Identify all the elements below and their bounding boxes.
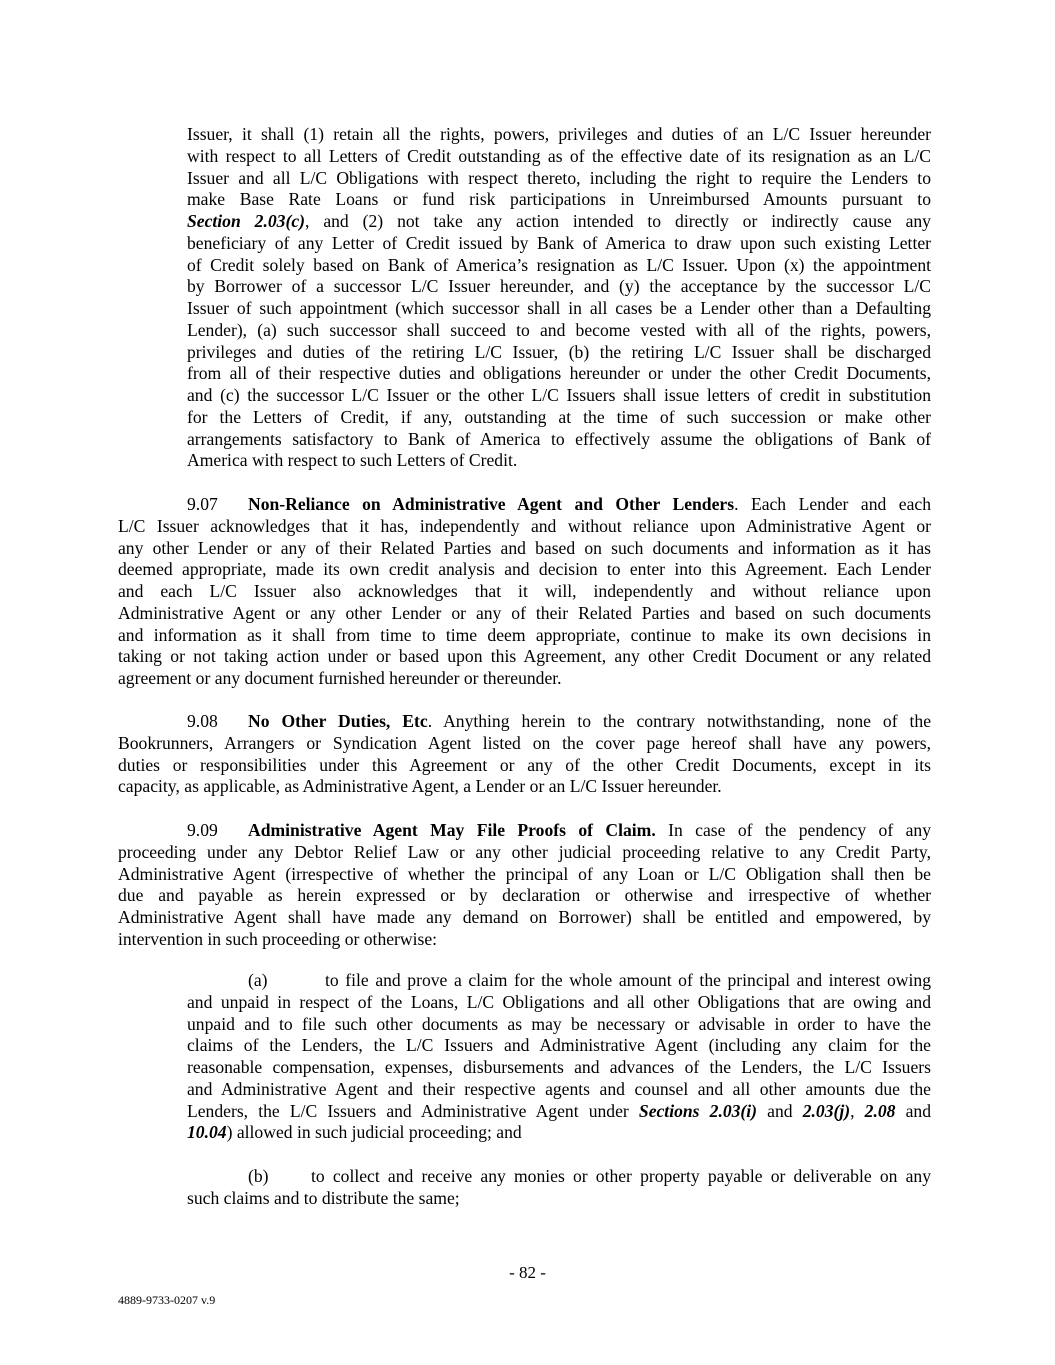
text-line [118,603,931,625]
section-reference: 10.04 [187,1122,227,1143]
text-line [118,494,931,516]
text-run: make Base Rate Loans or fund risk participations in Unreimbursed Amounts pursuant to [187,189,931,210]
text-line [187,233,931,255]
paragraph-clause-a [187,970,931,1144]
text-line [187,1035,931,1057]
text-run: Administrative Agent or any other Lender or any of their Related Parties and based on such documents [118,602,931,623]
text-line [187,992,931,1014]
text-run: and unpaid in respect of the Loans, L/C Obligations and all other Obligations that are owing and [187,991,931,1012]
text-run: In case of the pendency of any [655,820,931,840]
text-line [118,864,931,886]
text-run: L/C Issuer acknowledges that it has, independently and without reliance upon Administrative Agent or [118,515,931,536]
section-reference: 2.08 [864,1100,896,1121]
text-run: Bookrunners, Arrangers or Syndication Agent listed on the cover page hereof shall have any powers, [118,732,931,753]
text-line [187,189,931,211]
text-run: Administrative Agent shall have made any demand on Borrower) shall be entitled and empowered, by [118,907,931,927]
text-run: by Borrower of a successor L/C Issuer hereunder, and (y) the acceptance by the successor L/C [187,276,931,297]
text-run: any other Lender or any of their Related Parties and based on such documents and information as it has [118,537,931,558]
section-number: (b) [248,1166,269,1186]
text-line [187,1057,931,1079]
text-run: Lender), (a) such successor shall succeed to and become vested with all of the rights, powers, [187,319,931,340]
text-line [187,211,931,233]
text-line [187,1101,931,1123]
text-line [187,407,931,429]
text-line [187,168,931,190]
text-line [118,820,931,842]
paragraph-section-9-07 [118,494,931,690]
text-line [118,842,931,864]
text-run: arrangements satisfactory to Bank of America to effectively assume the obligations of Bank of [187,428,931,449]
text-run: unpaid and to file such other documents as may be necessary or advisable in order to have the [187,1013,931,1034]
text-run: and (c) the successor L/C Issuer or the other L/C Issuers shall issue letters of credit in substitution [187,385,931,405]
text-run: with respect to all Letters of Credit outstanding as of the effective date of its resignation as an L/C [187,145,931,166]
text-run: claims of the Lenders, the L/C Issuers and Administrative Agent (including any claim for the [187,1035,931,1056]
text-line [118,538,931,560]
text-run: and information as it shall from time to time deem appropriate, continue to make its own decisions in [118,624,931,645]
text-run: such claims and to distribute the same; [187,1187,460,1208]
text-line [187,298,931,320]
text-run: from all of their respective duties and obligations hereunder or under the other Credit Documents, [187,363,931,384]
text-line [187,429,931,451]
text-run: Lenders, the L/C Issuers and Administrative Agent under [187,1100,639,1121]
text-run: and [895,1100,931,1121]
text-run: taking or not taking action under or based upon this Agreement, any other Credit Document or any related [118,646,931,667]
section-number: 9.08 [187,711,218,731]
text-line [118,516,931,538]
text-line [187,1079,931,1101]
text-line [187,276,931,298]
text-line [118,711,931,733]
text-run: and Administrative Agent and their respective agents and counsel and all other amounts due the [187,1078,931,1099]
text-line [118,755,931,777]
section-heading: No Other Duties, Etc [248,711,428,731]
text-run: America with respect to such Letters of Credit. [187,450,518,471]
text-line [118,581,931,603]
text-run: . Each Lender and each [734,494,931,514]
text-run: to file and prove a claim for the whole amount of the principal and interest owing [325,970,931,990]
section-heading: Administrative Agent May File Proofs of Claim. [248,820,656,840]
text-line [187,146,931,168]
text-line [118,559,931,581]
text-line [118,776,931,798]
page-number: - 82 - [509,1263,546,1282]
paragraph-section-9-09 [118,820,931,951]
text-run: . Anything herein to the contrary notwithstanding, none of the [427,711,932,731]
document-id: 4889-9733-0207 v.9 [118,1293,216,1307]
text-line [187,970,931,992]
text-line [118,885,931,907]
text-run: agreement or any document furnished hereunder or thereunder. [118,668,562,688]
text-line [187,1188,931,1210]
section-reference: 2.03(j) [802,1100,851,1121]
text-run: duties or responsibilities under this Agreement or any of the other Credit Documents, except in its [118,754,931,775]
text-run: capacity, as applicable, as Administrative Agent, a Lender or an L/C Issuer hereunder. [118,776,722,797]
text-line [187,124,931,146]
text-line [187,385,931,407]
section-reference: Section 2.03(c) [187,211,305,231]
text-run: deemed appropriate, made its own credit analysis and decision to enter into this Agreement. Each Lender [118,559,931,580]
text-run: of Credit solely based on Bank of America’s resignation as L/C Issuer. Upon (x) the appointment [187,254,931,275]
text-line [187,255,931,277]
paragraph-continuation [187,124,931,472]
text-run: and each L/C Issuer also acknowledges that it will, independently and without reliance upon [118,581,931,601]
section-number: (a) [248,970,268,990]
paragraph-section-9-08 [118,711,931,798]
text-run: reasonable compensation, expenses, disbursements and advances of the Lenders, the L/C Issuers [187,1057,931,1077]
text-run: Issuer of such appointment (which successor shall in all cases be a Lender other than a Defaulting [187,298,931,318]
text-run: to collect and receive any monies or other property payable or deliverable on any [311,1166,931,1186]
text-line [187,1122,931,1144]
text-line [187,1166,931,1188]
paragraph-clause-b [187,1166,931,1210]
text-run: ) allowed in such judicial proceeding; and [226,1122,522,1143]
text-run: Administrative Agent (irrespective of whether the principal of any Loan or L/C Obligation shall then be [118,863,931,884]
text-run: intervention in such proceeding or otherwise: [118,928,438,949]
section-reference: Sections 2.03(i) [638,1100,758,1121]
section-heading: Non-Reliance on Administrative Agent and Other Lenders [248,494,735,514]
text-run: and [757,1100,803,1121]
text-line [118,929,931,951]
text-line [118,907,931,929]
text-line [187,450,931,472]
text-run: proceeding under any Debtor Relief Law or any other judicial proceeding relative to any Credit Party, [118,841,931,862]
text-line [187,1014,931,1036]
text-line [187,363,931,385]
section-number: 9.09 [187,820,218,840]
text-run: beneficiary of any Letter of Credit issued by Bank of America to draw upon such existing Letter [187,232,931,253]
text-run: for the Letters of Credit, if any, outstanding at the time of such succession or make other [187,406,931,427]
text-line [187,342,931,364]
text-run: , [850,1100,865,1121]
text-line [118,646,931,668]
text-line [118,733,931,755]
text-line [118,668,931,690]
text-run: , and (2) not take any action intended to directly or indirectly cause any [305,211,931,231]
text-run: Issuer and all L/C Obligations with respect thereto, including the right to require the Lenders to [187,167,931,188]
text-run: due and payable as herein expressed or by declaration or otherwise and irrespective of whether [118,885,931,906]
text-line [187,320,931,342]
text-run: privileges and duties of the retiring L/C Issuer, (b) the retiring L/C Issuer shall be discharged [187,341,931,362]
section-number: 9.07 [187,494,218,514]
text-line [118,625,931,647]
text-run: Issuer, it shall (1) retain all the rights, powers, privileges and duties of an L/C Issuer hereunder [187,124,931,144]
